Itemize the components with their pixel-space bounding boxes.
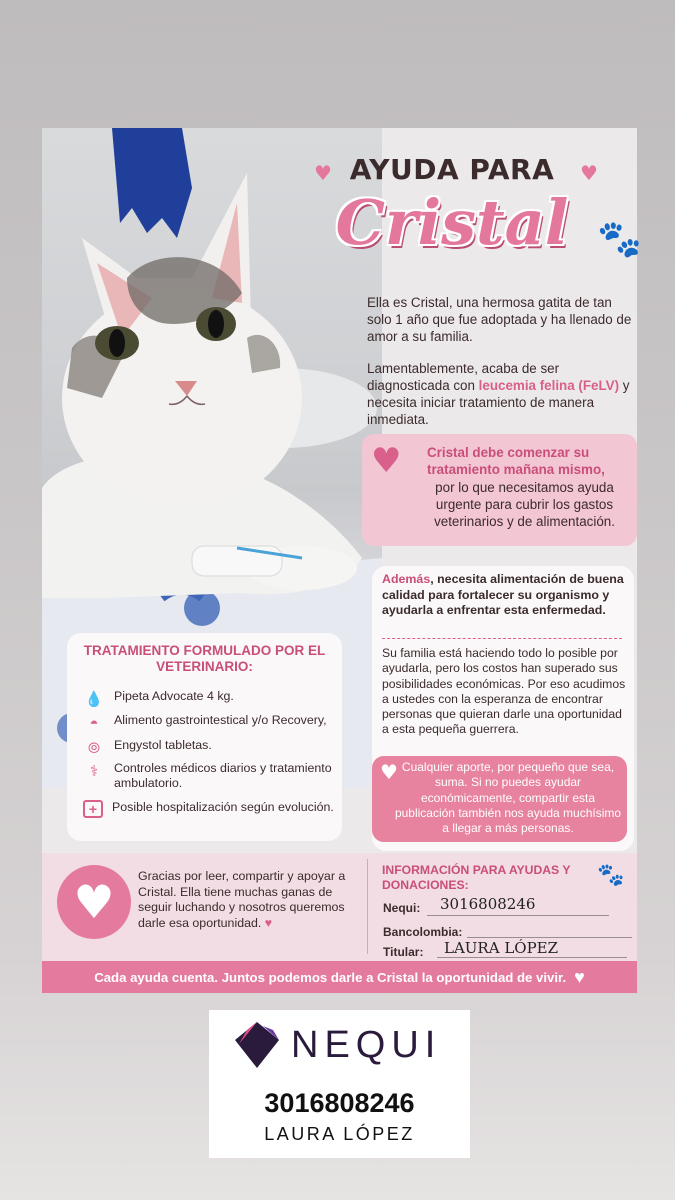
urgent-box xyxy=(362,434,637,546)
treatment-item xyxy=(83,761,343,791)
food-bowl-icon: ◓ xyxy=(89,714,99,732)
nequi-number: 3016808246 xyxy=(264,1088,415,1118)
divider xyxy=(367,859,368,954)
titular-label: Titular: xyxy=(383,945,424,959)
treatment-item xyxy=(83,689,343,709)
heart-icon: ♥ xyxy=(574,966,585,987)
treatment-item-text: Engystol tabletas. xyxy=(114,738,212,752)
treatment-item xyxy=(83,713,343,733)
heart-circle-icon: ♥ xyxy=(57,865,131,939)
drop-icon: 💧 xyxy=(84,690,104,708)
paw-icon: 🐾 xyxy=(597,219,642,260)
heart-icon: ♥ xyxy=(580,161,598,185)
nequi-logo-icon xyxy=(233,1020,281,1070)
thanks-message: Gracias por leer, compartir y apoyar a Cristal. Ella tiene muchas ganas de seguir luchando y nosotros queremos darle esa oportunidad. xyxy=(138,869,346,930)
treatment-item-text: Posible hospitalización según evolución. xyxy=(112,800,334,814)
heart-icon: ♥ xyxy=(264,915,273,930)
heart-icon: ♥ xyxy=(371,441,402,481)
food-rest: , necesita alimentación de buena calidad para fortalecer su organismo y ayudarla a enfrentar esta enfermedad. xyxy=(382,572,624,617)
nequi-label: Nequi: xyxy=(383,901,421,915)
aporte-box xyxy=(372,756,627,842)
first-aid-kit-icon: + xyxy=(83,800,103,818)
pills-icon: ⦾ xyxy=(87,739,100,757)
intro-text: y necesita iniciar tratamiento de manera inmediata. xyxy=(367,378,630,427)
heart-icon: ♥ xyxy=(314,161,332,185)
title-top: AYUDA PARA xyxy=(349,153,555,186)
title-main: Cristal xyxy=(335,186,569,259)
treatment-item-text: Pipeta Advocate 4 kg. xyxy=(114,689,234,703)
bottom-band xyxy=(42,853,637,961)
urgent-text: por lo que necesitamos ayuda urgente para cubrir los gastos veterinarios y de alimentación. xyxy=(434,480,615,529)
donation-poster xyxy=(42,128,642,993)
family-text: Su familia está haciendo todo lo posible por ayudarla, pero los costos han superado sus posibilidades económicas. Por eso acudimos a ustedes con la esperanza de encontrar personas que quieran darle una oportunidad a esta pequeña guerrera. xyxy=(382,646,626,737)
bancolombia-label: Bancolombia: xyxy=(383,925,463,939)
field-line xyxy=(467,937,632,938)
divider xyxy=(382,638,622,639)
treatment-box xyxy=(67,633,342,841)
footer-text: Cada ayuda cuenta. Juntos podemos darle a Cristal la oportunidad de vivir. xyxy=(94,969,567,985)
intro-paragraph-1: Ella es Cristal, una hermosa gatita de tan solo 1 año que fue adoptada y ha llenado de amor a su familia. xyxy=(367,295,632,344)
intro-text: Lamentablemente, acaba de ser diagnosticada con xyxy=(367,361,560,393)
nequi-card xyxy=(209,1010,470,1158)
thanks-text xyxy=(138,869,358,931)
paw-icon: 🐾 xyxy=(597,863,625,888)
treatment-item xyxy=(83,738,343,758)
food-highlight: Además xyxy=(382,572,431,586)
aporte-text: Cualquier aporte, por pequeño que sea, suma. Si no puedes ayudar económicamente, compartir esta publicación también nos ayuda muchísimo a llegar a más personas. xyxy=(394,760,622,836)
treatment-item xyxy=(83,800,343,818)
footer-banner xyxy=(42,961,637,993)
stethoscope-icon: ⚕ xyxy=(89,762,99,780)
treatment-title: TRATAMIENTO FORMULADO POR EL VETERINARIO: xyxy=(83,643,326,674)
diagnosis-highlight: leucemia felina (FeLV) xyxy=(478,378,620,393)
nequi-account-name: LAURA LÓPEZ xyxy=(264,1124,415,1144)
info-title: INFORMACIÓN PARA AYUDAS Y DONACIONES: xyxy=(382,863,571,892)
urgent-bold: Cristal debe comenzar su tratamiento mañana mismo, xyxy=(427,445,605,477)
nequi-value: 3016808246 xyxy=(440,895,536,913)
field-line xyxy=(437,957,627,958)
treatment-item-text: Controles médicos diarios y tratamiento ambulatorio. xyxy=(114,761,332,790)
food-text xyxy=(382,572,627,619)
treatment-item-text: Alimento gastrointestical y/o Recovery, xyxy=(114,713,327,727)
titular-value: LAURA LÓPEZ xyxy=(444,939,559,957)
field-line xyxy=(427,915,609,916)
nequi-brand: NEQUI xyxy=(291,1024,442,1066)
heart-icon: ♥ xyxy=(380,760,398,784)
intro-paragraph-2 xyxy=(367,360,637,428)
